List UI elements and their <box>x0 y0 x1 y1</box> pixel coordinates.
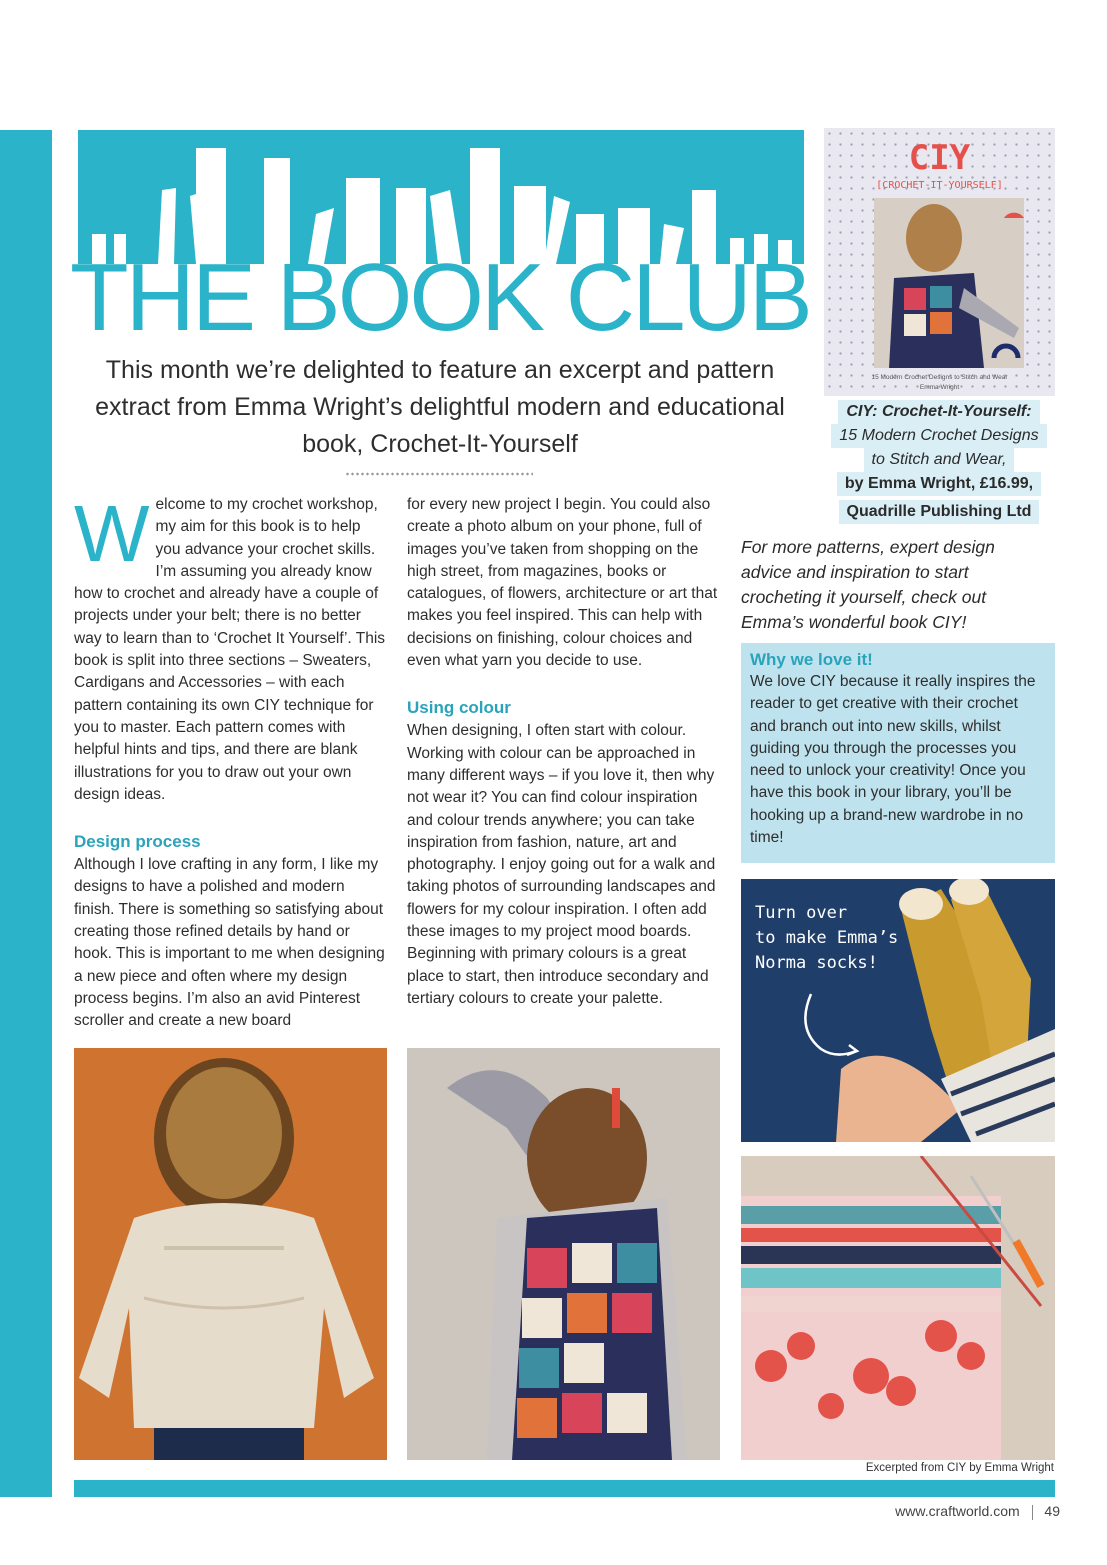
socks-note-line-1: Turn over <box>755 903 848 923</box>
drop-cap: W <box>74 489 150 578</box>
intro-text: This month we’re delighted to feature an excerpt and pattern extract from Emma Wright’s delightful modern and educational book, Crochet-It-Yourself <box>95 356 785 458</box>
love-box-heading: Why we love it! <box>750 650 873 669</box>
page-number: 49 <box>1044 1503 1060 1519</box>
article-column-2 <box>407 494 725 1010</box>
using-colour-heading: Using colour <box>407 698 511 718</box>
socks-note-line-2: to make Emma’s <box>755 928 899 948</box>
column1-para1-text: elcome to my crochet workshop, my aim for this book is to help you advance your crochet skills. I’m assuming you already know how to crochet and already have a couple of projects under your belt; there is no better way to learn than to ‘Crochet It Yourself’. This book is split into three sections – Sweaters, Cardigans and Accessories – with each pattern containing its own CIY technique for you to master. Each pattern comes with helpful hints and tips, and there are blank illustrations for you to draw out your own design ideas. <box>74 496 386 803</box>
cover-author: Emma Wright <box>919 384 960 391</box>
bottom-accent-bar <box>74 1480 1055 1497</box>
caption-publisher: Quadrille Publishing Ltd <box>839 500 1040 524</box>
socks-note <box>755 901 898 976</box>
footer-divider <box>1032 1505 1033 1520</box>
vest-photo <box>407 1048 720 1460</box>
design-process-heading: Design process <box>74 832 201 852</box>
promo-text: For more patterns, expert design advice and inspiration to start crocheting it yourself, check out Emma’s wonderful book CIY! <box>741 537 995 632</box>
article-column-1 <box>74 489 386 1033</box>
cover-photo <box>864 198 1024 368</box>
column1-paragraph-1 <box>74 489 386 806</box>
left-accent-bar <box>0 130 52 1497</box>
dotted-divider <box>345 472 533 476</box>
book-caption <box>812 400 1066 524</box>
why-we-love-it-box <box>741 643 1055 863</box>
socks-photo <box>741 879 1055 1142</box>
page-footer <box>820 1503 1060 1520</box>
website-url: www.craftworld.com <box>895 1503 1020 1519</box>
book-cover <box>824 128 1055 396</box>
page-title: THE BOOK CLUB <box>70 244 810 351</box>
cardigan-photo <box>74 1048 387 1460</box>
column2-paragraph-1: for every new project I begin. You could also create a photo album on your phone, full of images you’ve taken from shopping on the high street, from magazines, books or catalogues, of flowers, architecture or art that makes you feel inspired. This can help with decisions on finishing, colour choices and even what yarn you decide to use. <box>407 496 718 670</box>
cover-tagline: 15 Modern Crochet Designs to Stitch and Wear <box>871 374 1008 381</box>
column1-paragraph-2: Although I love crafting in any form, I like my designs to have a polished and modern finish. There is something so satisfying about creating those refined details by hand or hook. This is important to me when designing a new piece and often where my design process begins. I’m also an avid Pinterest scroller and create a new board <box>74 856 385 1030</box>
love-box-text: We love CIY because it really inspires the reader to get creative with their crochet and branch out into new skills, whilst guiding you through the processes you need to unlock your creativity! Once you have this book in your library, you’ll be hooking up a brand-new wardrobe in no time! <box>750 673 1036 847</box>
caption-subtitle-1: 15 Modern Crochet Designs <box>831 424 1046 448</box>
caption-title: CIY: Crochet-It-Yourself: <box>838 400 1039 424</box>
crochet-swatch-photo <box>741 1156 1055 1460</box>
socks-note-line-3: Norma socks! <box>755 953 878 973</box>
caption-subtitle-2: to Stitch and Wear, <box>864 448 1015 472</box>
caption-author-price: by Emma Wright, £16.99, <box>837 472 1041 496</box>
cover-subtitle: [CROCHET-IT-YOURSELF] <box>876 180 1003 191</box>
photo-credit: Excerpted from CIY by Emma Wright <box>865 1462 1054 1474</box>
cover-title: CIY <box>908 138 971 178</box>
column2-paragraph-2: When designing, I often start with colour. Working with colour can be approached in many different ways – if you love it, then why not wear it? You can find colour inspiration and colour trends anywhere; you can take inspiration from fashion, nature, art and photography. I enjoy going out for a walk and taking photos of surrounding landscapes and flowers for my colour inspiration. I often add these images to my project mood boards. Beginning with primary colours is a great place to start, then introduce secondary and tertiary colours to create your palette. <box>407 722 716 1007</box>
